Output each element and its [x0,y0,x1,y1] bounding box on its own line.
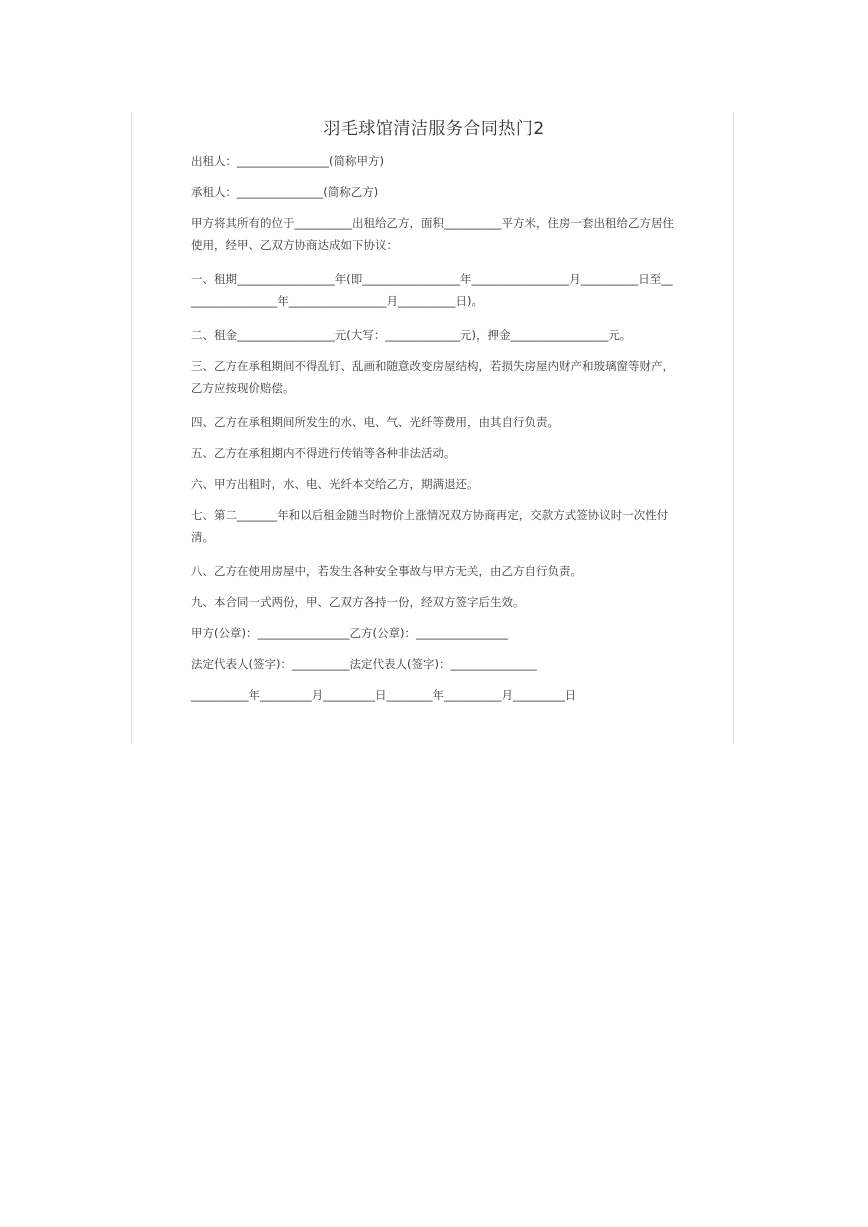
clause-6-handover: 六、甲方出租时，水、电、光纤本交给乙方，期满退还。 [191,477,479,491]
clause-7-rent-review: 七、第二_______年和以后租金随当时物价上涨情况双方协商再定，交款方式签协议时一次性付清。 [191,508,669,544]
document-title: 羽毛球馆清洁服务合同热门2 [323,119,545,139]
clause-2-rent: 二、租金_________________元(大写：_____________元)，押金_________________元。 [191,328,632,342]
clause-9-copies: 九、本合同一式两份，甲、乙双方各持一份，经双方签字后生效。 [191,595,525,609]
clause-4-utilities: 四、乙方在承租期间所发生的水、电、气、光纤等费用，由其自行负责。 [191,415,559,429]
representative-signature-line: 法定代表人(签字)：__________法定代表人(签字)：_______________ [191,657,537,671]
clause-3-structure: 三、乙方在承租期间不得乱钉、乱画和随意改变房屋结构，若损失房屋内财产和玻璃窗等财产，乙方应按现价赔偿。 [191,359,674,395]
document-body [191,150,678,715]
lessor-line: 出租人：________________(简称甲方) [191,154,384,168]
clause-5-illegal-activity: 五、乙方在承租期内不得进行传销等各种非法活动。 [191,446,456,460]
intro-paragraph: 甲方将其所有的位于__________出租给乙方，面积__________平方米，住房一套出租给乙方居住使用，经甲、乙双方协商达成如下协议： [191,216,674,252]
date-line: __________年_________月_________日________年__________月_________日 [191,688,577,702]
clause-1-lease-term: 一、租期_________________年(即_________________年_________________月__________日至_________________年_________________月__________日)。 [191,272,673,308]
seal-line: 甲方(公章)：________________乙方(公章)：________________ [191,626,508,640]
lessee-line: 承租人：_______________(简称乙方) [191,185,379,199]
clause-8-safety: 八、乙方在使用房屋中，若发生各种安全事故与甲方无关，由乙方自行负责。 [191,564,582,578]
